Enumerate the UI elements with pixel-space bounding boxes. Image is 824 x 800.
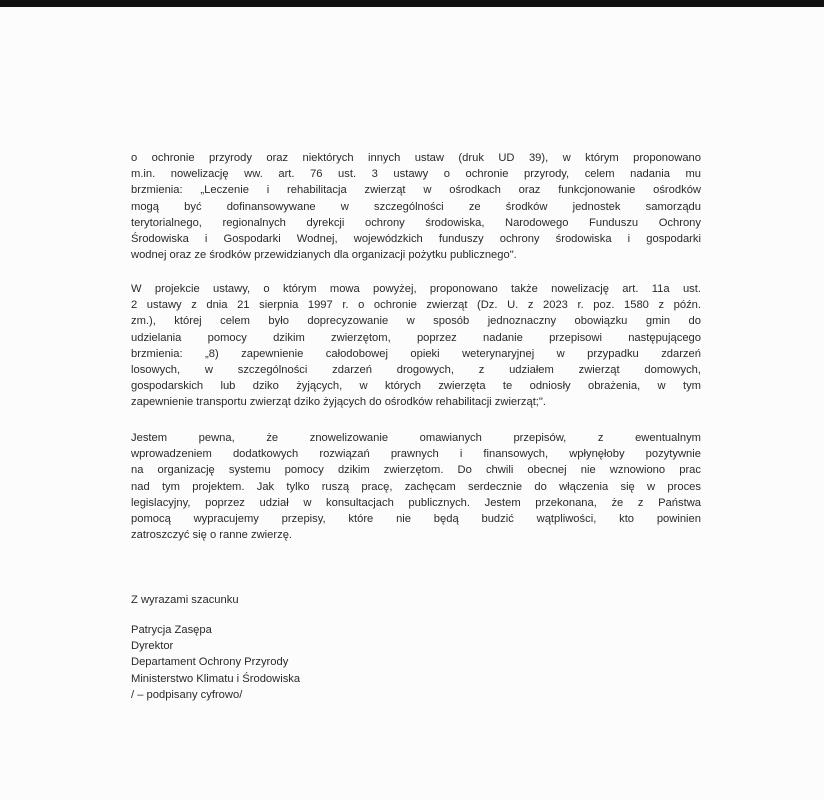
text-line: mogą być dofinansowywane w szczególności ze środków jednostek samorządu	[131, 200, 701, 213]
signer-name: Patrycja Zasępa	[131, 624, 212, 636]
text-line: zm.), której celem było doprecyzowanie w sposób jednoznaczny obowiązku gmin do	[131, 315, 701, 328]
text-line: udzielania pomocy dzikim zwierzętom, poprzez nadanie przepisowi następującego	[131, 331, 701, 344]
text-line: zatroszczyć się o ranne zwierzę.	[131, 529, 293, 542]
closing-text: Z wyrazami szacunku	[131, 594, 239, 606]
paragraph-conclusion	[131, 430, 701, 543]
paragraph-amendment-nature	[131, 150, 701, 263]
paragraph-amendment-animals	[131, 281, 701, 411]
text-line: Środowiska i Gospodarki Wodnej, wojewódzkich funduszy ochrony środowiska i gospodarki	[131, 232, 701, 245]
signature-block	[131, 622, 300, 703]
text-line: brzmienia: „Leczenie i rehabilitacja zwierząt w ośrodkach oraz funkcjonowanie ośrodków	[131, 184, 701, 197]
text-line: nad tym projektem. Jak tylko ruszą pracę, zachęcam serdecznie do włączenia się w proces	[131, 480, 701, 493]
text-line: Jestem pewna, że znowelizowanie omawianych przepisów, z ewentualnym	[131, 432, 701, 444]
text-line: brzmienia: „8) zapewnienie całodobowej opieki weterynaryjnej w przypadku zdarzeń	[131, 347, 701, 360]
text-line: pomocą wypracujemy przepisy, które nie będą budzić wątpliwości, kto powinien	[131, 512, 701, 525]
text-line: W projekcie ustawy, o którym mowa powyżej, proponowano także nowelizację art. 11a ust.	[131, 283, 701, 295]
signer-ministry: Ministerstwo Klimatu i Środowiska	[131, 672, 301, 685]
text-line: terytorialnego, regionalnych dyrekcji ochrony środowiska, Narodowego Funduszu Ochrony	[131, 216, 701, 229]
signer-title: Dyrektor	[131, 640, 174, 653]
text-line: losowych, w szczególności zdarzeń drogowych, z udziałem zwierząt domowych,	[131, 363, 701, 376]
text-line: o ochronie przyrody oraz niektórych innych ustaw (druk UD 39), w którym proponowano	[131, 152, 701, 164]
signer-department: Departament Ochrony Przyrody	[131, 656, 289, 669]
text-line: m.in. nowelizację ww. art. 76 ust. 3 ustawy o ochronie przyrody, celem nadania mu	[131, 168, 701, 181]
text-line: zapewnienie transportu zwierząt dziko żyjących do ośrodków rehabilitacji zwierząt;".	[131, 396, 546, 409]
top-bar	[0, 0, 824, 7]
text-line: wprowadzeniem dodatkowych rozwiązań prawnych i finansowych, wpłynęłoby pozytywnie	[131, 448, 701, 461]
text-line: 2 ustawy z dnia 21 sierpnia 1997 r. o ochronie zwierząt (Dz. U. z 2023 r. poz. 1580 z późn.	[131, 299, 701, 312]
text-line: wodnej oraz ze środków przewidzianych dla organizacji pożytku publicznego".	[131, 249, 517, 262]
text-line: gospodarskich lub dziko żyjących, w których zwierzęta te odniosły obrażenia, w tym	[131, 380, 701, 393]
signed-digitally-note: / – podpisany cyfrowo/	[131, 688, 243, 701]
text-line: legislacyjny, poprzez udział w konsultacjach publicznych. Jestem przekonana, że z Państwa	[131, 496, 701, 509]
text-line: na organizację systemu pomocy dzikim zwierzętom. Do chwili obecnej nie wznowiono prac	[131, 464, 701, 477]
